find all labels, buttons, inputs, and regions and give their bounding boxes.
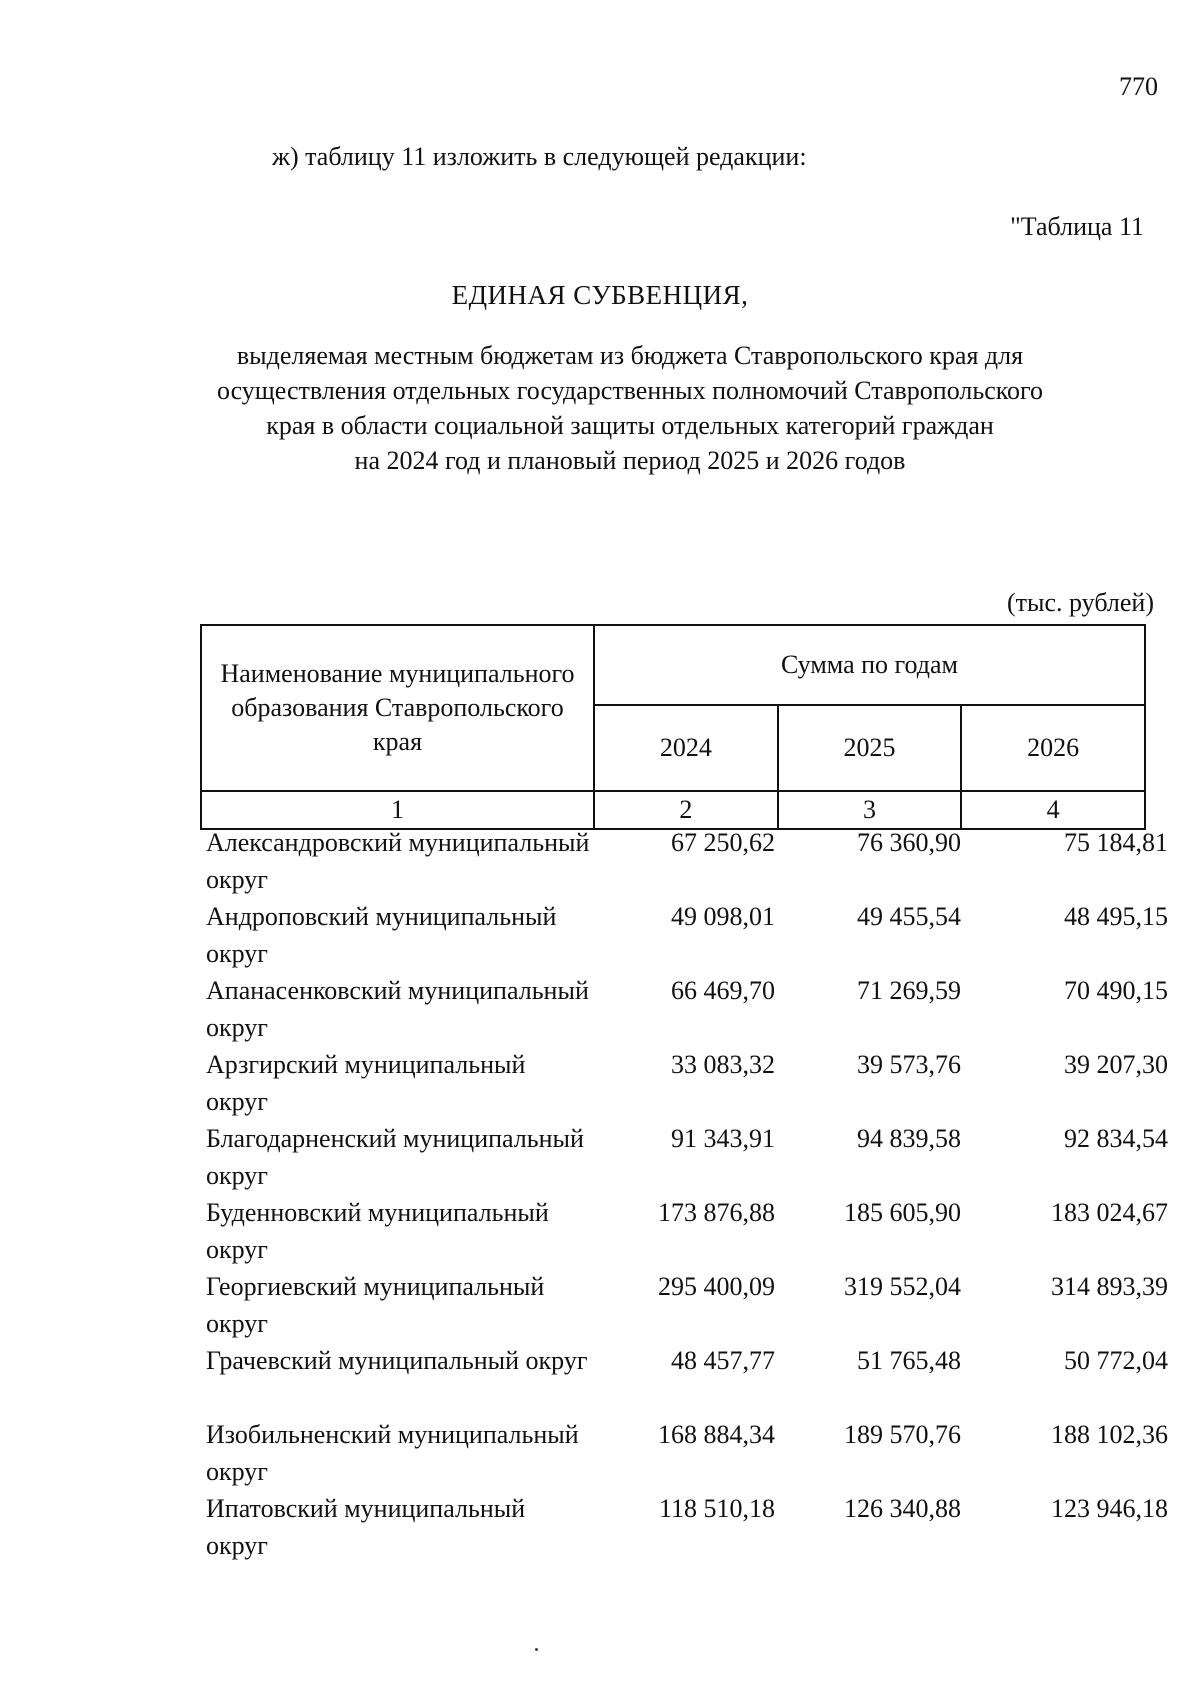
municipality-name: Апанасенковский муниципальный округ [206,976,589,1042]
value-2026: 75 184,81 [1064,828,1168,857]
municipality-name: Арзгирский муниципальный округ [206,1050,526,1116]
municipality-name: Георгиевский муниципальный округ [206,1272,545,1338]
municipality-name: Грачевский муниципальный округ [206,1346,588,1375]
value-2024: 33 083,32 [671,1050,775,1079]
table-row [200,1046,1176,1120]
municipality-name: Александровский муниципальный округ [206,828,590,894]
value-2025: 189 570,76 [844,1420,961,1449]
document-subtitle [180,338,1080,478]
value-2026: 48 495,15 [1064,902,1168,931]
value-2024: 118 510,18 [658,1494,775,1523]
table-row [200,898,1176,972]
value-2026: 70 490,15 [1064,976,1168,1005]
column-number: 3 [778,791,962,829]
value-2025: 39 573,76 [857,1050,961,1079]
municipality-name: Ипатовский муниципальный округ [206,1494,526,1560]
column-header-sum: Сумма по годам [594,625,1145,705]
value-2024: 49 098,01 [671,902,775,931]
value-2026: 188 102,36 [1051,1420,1168,1449]
table-row [200,1194,1176,1268]
value-2024: 66 469,70 [671,976,775,1005]
page-number: 770 [1119,72,1158,101]
value-2024: 168 884,34 [658,1420,775,1449]
units-note: (тыс. рублей) [1006,588,1154,617]
value-2026: 39 207,30 [1064,1050,1168,1079]
subtitle-line: края в области социальной защиты отдельных категорий граждан [266,411,994,440]
intro-paragraph: ж) таблицу 11 изложить в следующей редакции: [272,142,807,171]
column-header-year: 2024 [594,705,778,791]
value-2024: 173 876,88 [658,1198,775,1227]
column-header-name: Наименование муниципального образования Ставропольского края [201,625,594,791]
value-2026: 183 024,67 [1051,1198,1168,1227]
municipality-name: Буденновский муниципальный округ [206,1198,549,1264]
value-2024: 48 457,77 [671,1346,775,1375]
table-row [200,1120,1176,1194]
value-2025: 185 605,90 [844,1198,961,1227]
value-2025: 94 839,58 [857,1124,961,1153]
value-2025: 51 765,48 [857,1346,961,1375]
table-row [200,1416,1176,1490]
municipality-name: Благодарненский муниципальный округ [206,1124,584,1190]
data-table [200,824,1176,1564]
subtitle-line: на 2024 год и плановый период 2025 и 2026 годов [354,446,906,475]
value-2026: 123 946,18 [1051,1494,1168,1523]
document-title: ЕДИНАЯ СУБВЕНЦИЯ, [451,280,749,310]
table-row [200,1268,1176,1342]
value-2024: 295 400,09 [658,1272,775,1301]
value-2025: 49 455,54 [857,902,961,931]
value-2024: 91 343,91 [671,1124,775,1153]
value-2025: 71 269,59 [857,976,961,1005]
column-number: 2 [594,791,778,829]
municipality-name: Андроповский муниципальный округ [206,902,557,968]
table-row [200,1490,1176,1564]
value-2025: 76 360,90 [857,828,961,857]
table-header [200,624,1146,830]
value-2026: 50 772,04 [1064,1346,1168,1375]
column-number: 1 [201,791,594,829]
subtitle-line: осуществления отдельных государственных полномочий Ставропольского [216,376,1044,405]
value-2025: 319 552,04 [844,1272,961,1301]
table-row [200,972,1176,1046]
subtitle-line: выделяемая местным бюджетам из бюджета Ставропольского края для [236,341,1024,370]
table-row [200,1342,1176,1416]
table-label: "Таблица 11 [1010,212,1144,241]
value-2026: 314 893,39 [1051,1272,1168,1301]
column-header-year: 2025 [778,705,962,791]
column-number: 4 [961,791,1145,829]
value-2026: 92 834,54 [1064,1124,1168,1153]
value-2025: 126 340,88 [844,1494,961,1523]
table-row [200,824,1176,898]
municipality-name: Изобильненский муниципальный округ [206,1420,579,1486]
value-2024: 67 250,62 [671,828,775,857]
scan-speck [535,1648,538,1651]
column-header-year: 2026 [961,705,1145,791]
